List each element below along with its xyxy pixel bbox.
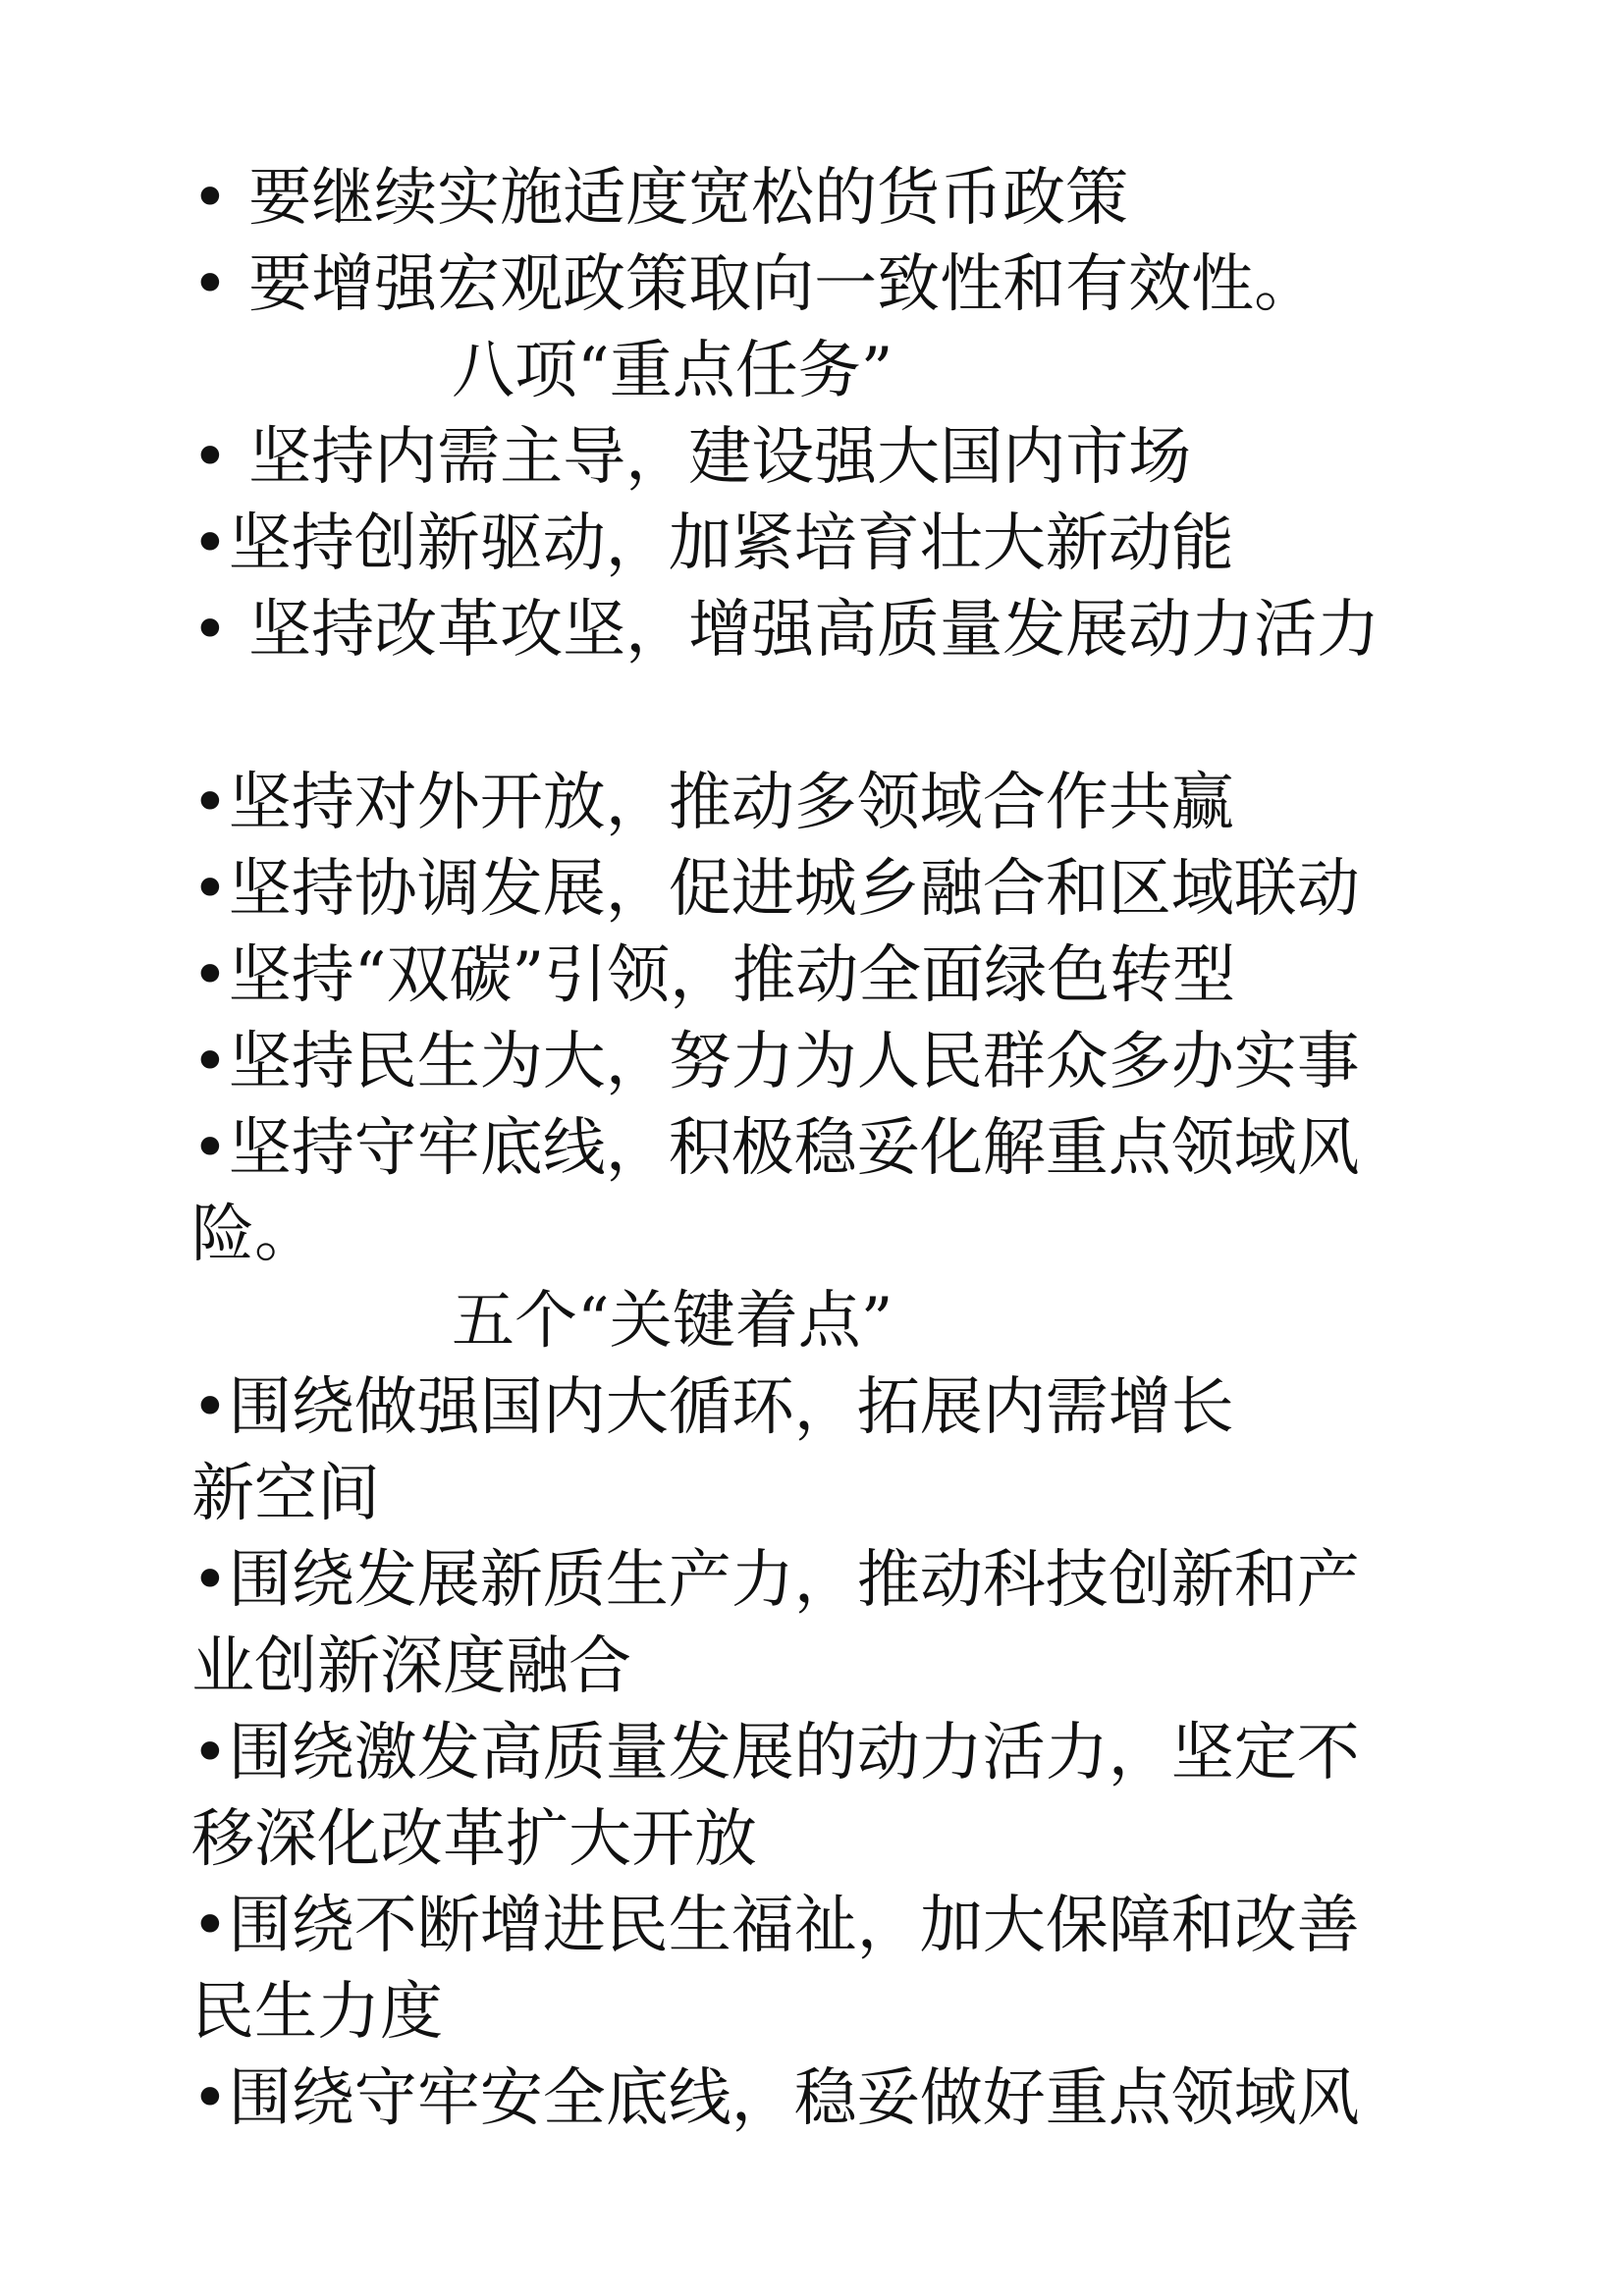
- key-point-item-2: •围绕发展新质生产力，推动科技创新和产业创新深度融合: [191, 1544, 1360, 1703]
- task-item-4: •坚持对外开放，推动多领域合作共赢: [191, 767, 1234, 839]
- key-point-item-4: •围绕不断增进民生福祉，加大保障和改善民生力度: [191, 1890, 1360, 2049]
- task-item-6: •坚持“双碳”引领，推动全面绿色转型: [191, 939, 1236, 1012]
- task-item-5: •坚持协调发展，促进城乡融合和区域联动: [191, 853, 1360, 926]
- task-item-8: •坚持守牢底线，积极稳妥化解重点领域风险。: [191, 1112, 1360, 1271]
- section-heading-eight-tasks: 八项“重点任务”: [452, 335, 893, 407]
- task-item-1: • 坚持内需主导，建设强大国内市场: [191, 421, 1192, 494]
- task-item-3: • 坚持改革攻坚，增强高质量发展动力活力: [191, 594, 1380, 667]
- key-point-item-1: •围绕做强国内大循环，拓展内需增长新空间: [191, 1371, 1234, 1530]
- policy-bullet-consistency: • 要增强宏观政策取向一致性和有效性。: [191, 248, 1318, 321]
- policy-bullet-monetary: • 要继续实施适度宽松的货币政策: [191, 162, 1129, 235]
- task-item-7: •坚持民生为大，努力为人民群众多办实事: [191, 1026, 1360, 1098]
- key-point-item-5: •围绕守牢安全底线，稳妥做好重点领域风: [191, 2062, 1360, 2135]
- key-point-item-3: •围绕激发高质量发展的动力活力，坚定不移深化改革扩大开放: [191, 1717, 1360, 1876]
- section-heading-five-points: 五个“关键着点”: [452, 1285, 893, 1358]
- task-item-2: •坚持创新驱动，加紧培育壮大新动能: [191, 507, 1234, 580]
